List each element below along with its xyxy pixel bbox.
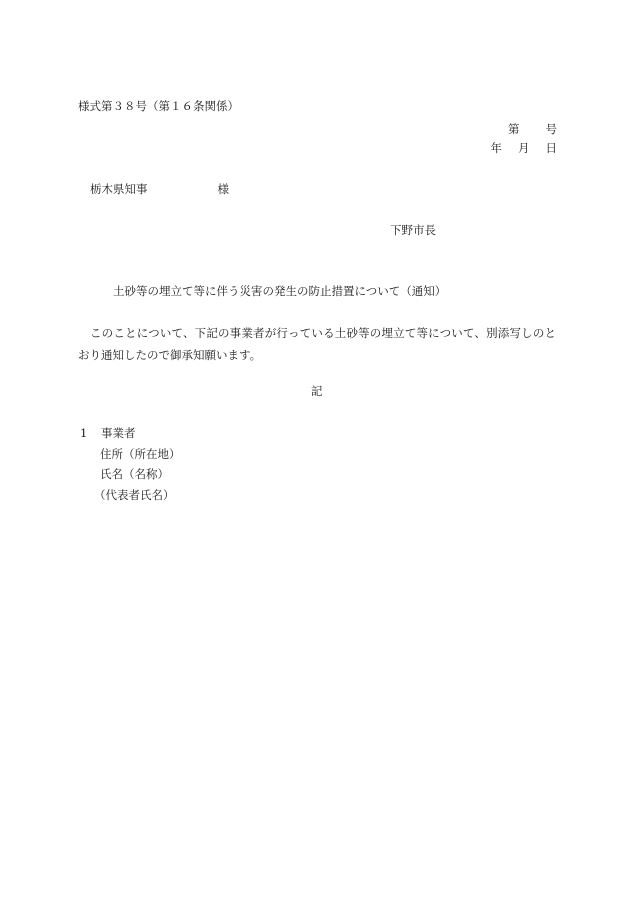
sender-name: 下野市長 xyxy=(390,223,436,237)
document-number-prefix: 第 xyxy=(508,122,520,136)
document-subject: 土砂等の埋立て等に伴う災害の発生の防止措置について（通知） xyxy=(113,284,447,298)
sub-item-address: 住所（所在地） xyxy=(100,447,181,461)
item-row xyxy=(80,428,136,440)
document-number-row xyxy=(508,124,557,136)
item-number: 1 xyxy=(80,426,88,440)
addressee-name: 栃木県知事 xyxy=(90,182,148,196)
date-row xyxy=(491,143,558,155)
item-label: 事業者 xyxy=(101,426,136,440)
date-year: 年 xyxy=(490,141,502,155)
form-number: 様式第３８号（第１６条関係） xyxy=(78,99,239,113)
date-day: 日 xyxy=(545,141,557,155)
addressee-honorific: 様 xyxy=(217,182,229,196)
addressee-row xyxy=(90,184,229,196)
sub-item-representative: （代表者氏名） xyxy=(94,488,175,502)
date-month: 月 xyxy=(518,141,530,155)
ki-heading: 記 xyxy=(311,384,323,398)
sub-item-name: 氏名（名称） xyxy=(100,467,169,481)
body-paragraph: このことについて、下記の事業者が行っている土砂等の埋立て等について、別添写しのとおり通知したので御承知願います。 xyxy=(78,326,556,362)
document-number-suffix: 号 xyxy=(545,122,557,136)
